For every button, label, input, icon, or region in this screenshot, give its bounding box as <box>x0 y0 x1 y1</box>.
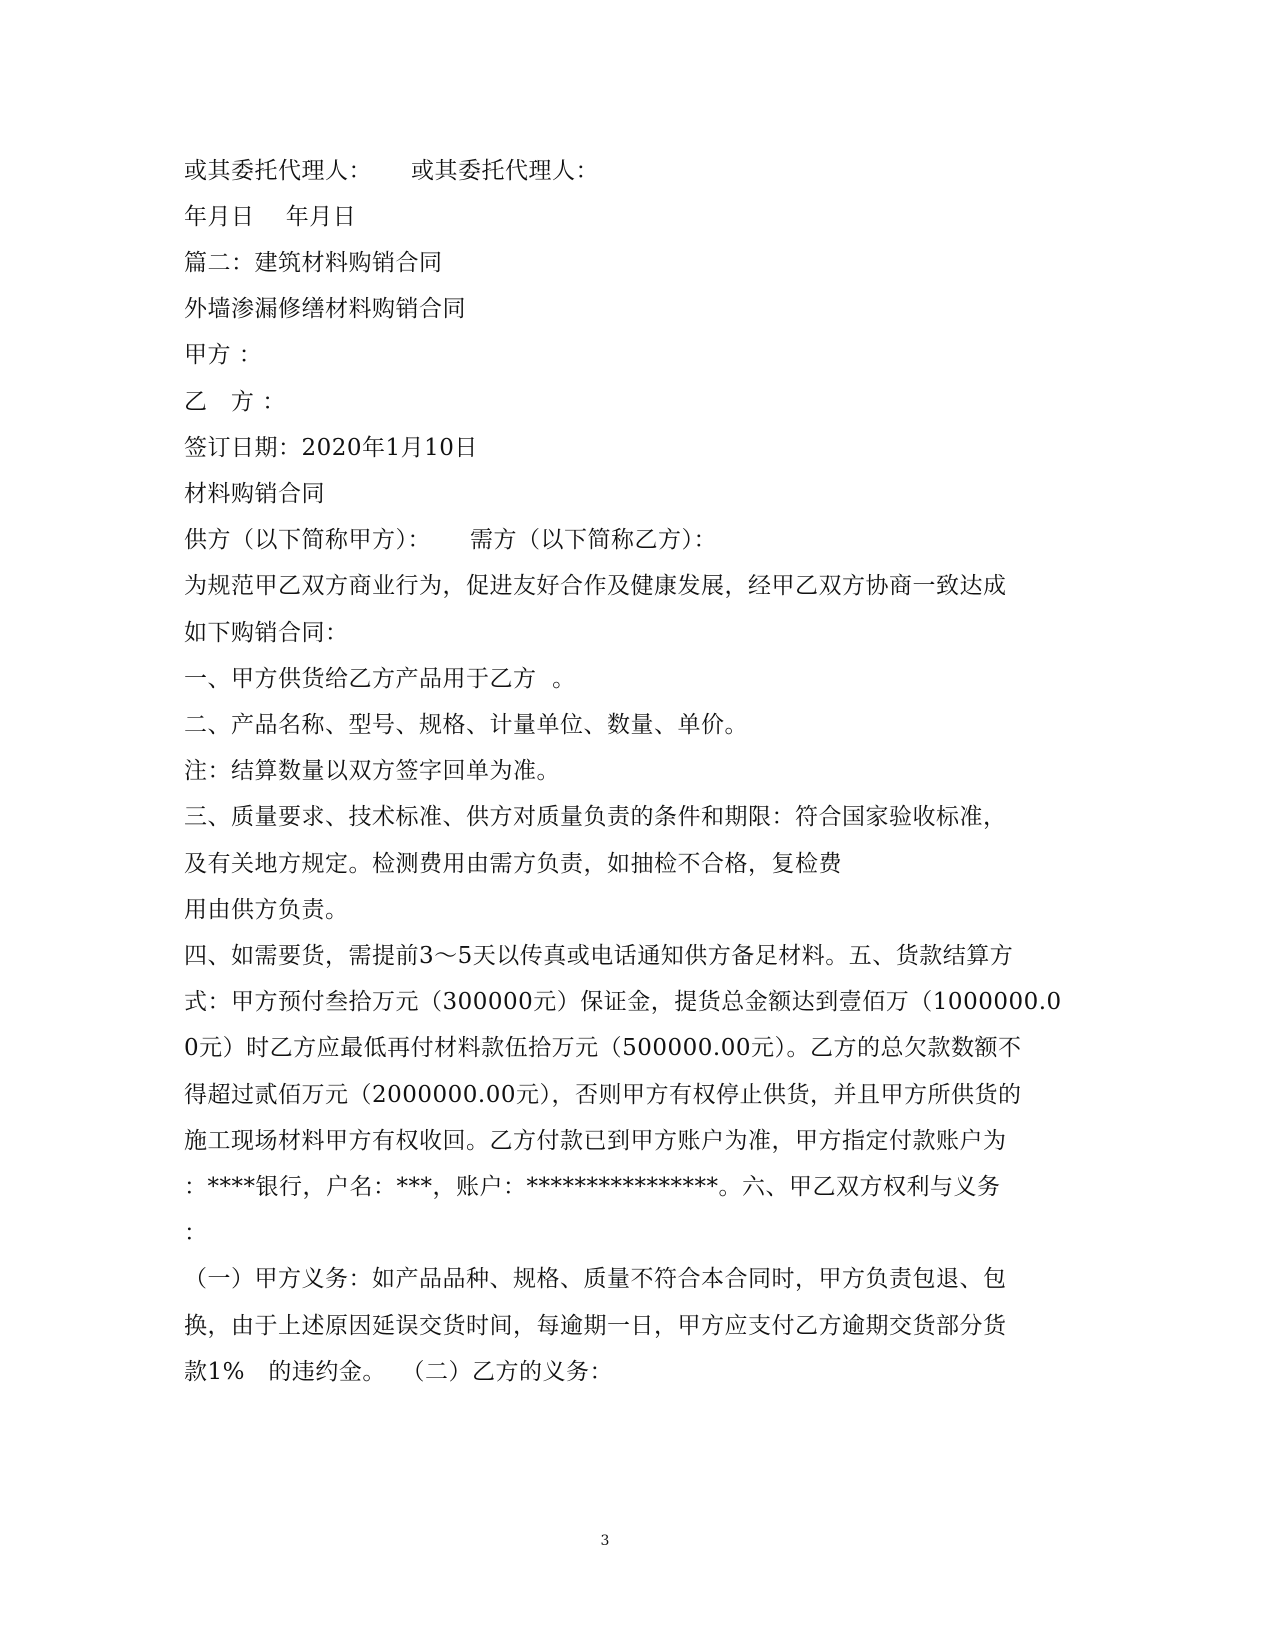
text-line-24: ： <box>184 1220 208 1246</box>
text-line-20: 0元）时乙方应最低再付材料款伍拾万元（500000.00元）。乙方的总欠款数额不 <box>184 1035 1022 1061</box>
text-line-26: 换，由于上述原因延误交货时间，每逾期一日，甲方应支付乙方逾期交货部分货 <box>184 1313 1007 1339</box>
text-line-18: 四、如需要货，需提前3～5天以传真或电话通知供方备足材料。五、货款结算方 <box>184 943 1014 969</box>
page-number: 3 <box>600 1533 610 1549</box>
text-line-16: 及有关地方规定。检测费用由需方负责，如抽检不合格，复检费 <box>184 851 842 877</box>
text-line-8: 材料购销合同 <box>184 481 325 507</box>
text-line-27: 款1% 的违约金。 （二）乙方的义务： <box>184 1359 614 1385</box>
text-line-23: ：****银行，户名：***，账户：****************。六、甲乙双方权利与义务 <box>184 1174 1001 1200</box>
text-line-14: 注：结算数量以双方签字回单为准。 <box>184 758 560 784</box>
text-line-10: 为规范甲乙双方商业行为，促进友好合作及健康发展，经甲乙双方协商一致达成 <box>184 573 1007 599</box>
text-line-17: 用由供方负责。 <box>184 897 349 923</box>
text-line-22: 施工现场材料甲方有权收回。乙方付款已到甲方账户为准，甲方指定付款账户为 <box>184 1128 1007 1154</box>
text-line-11: 如下购销合同： <box>184 620 349 646</box>
text-line-19: 式：甲方预付叁拾万元（300000元）保证金，提货总金额达到壹佰万（1000000.0 <box>184 989 1062 1015</box>
text-line-12: 一、甲方供货给乙方产品用于乙方 。 <box>184 666 576 692</box>
text-line-21: 得超过贰佰万元（2000000.00元），否则甲方有权停止供货，并且甲方所供货的 <box>184 1082 1022 1108</box>
text-line-5: 甲方 ： <box>184 342 263 368</box>
text-line-2: 年月日 年月日 <box>184 204 357 230</box>
text-line-9: 供方（以下简称甲方）： 需方（以下简称乙方）： <box>184 527 718 553</box>
text-line-1: 或其委托代理人： 或其委托代理人： <box>184 158 600 184</box>
text-line-4: 外墙渗漏修缮材料购销合同 <box>184 296 466 322</box>
text-line-13: 二、产品名称、型号、规格、计量单位、数量、单价。 <box>184 712 748 738</box>
text-line-3: 篇二：建筑材料购销合同 <box>184 250 443 276</box>
text-line-7: 签订日期：2020年1月10日 <box>184 435 478 461</box>
text-line-25: （一）甲方义务：如产品品种、规格、质量不符合本合同时，甲方负责包退、包 <box>184 1266 1007 1292</box>
text-line-6: 乙 方 ： <box>184 389 286 415</box>
text-line-15: 三、质量要求、技术标准、供方对质量负责的条件和期限：符合国家验收标准， <box>184 804 1007 830</box>
